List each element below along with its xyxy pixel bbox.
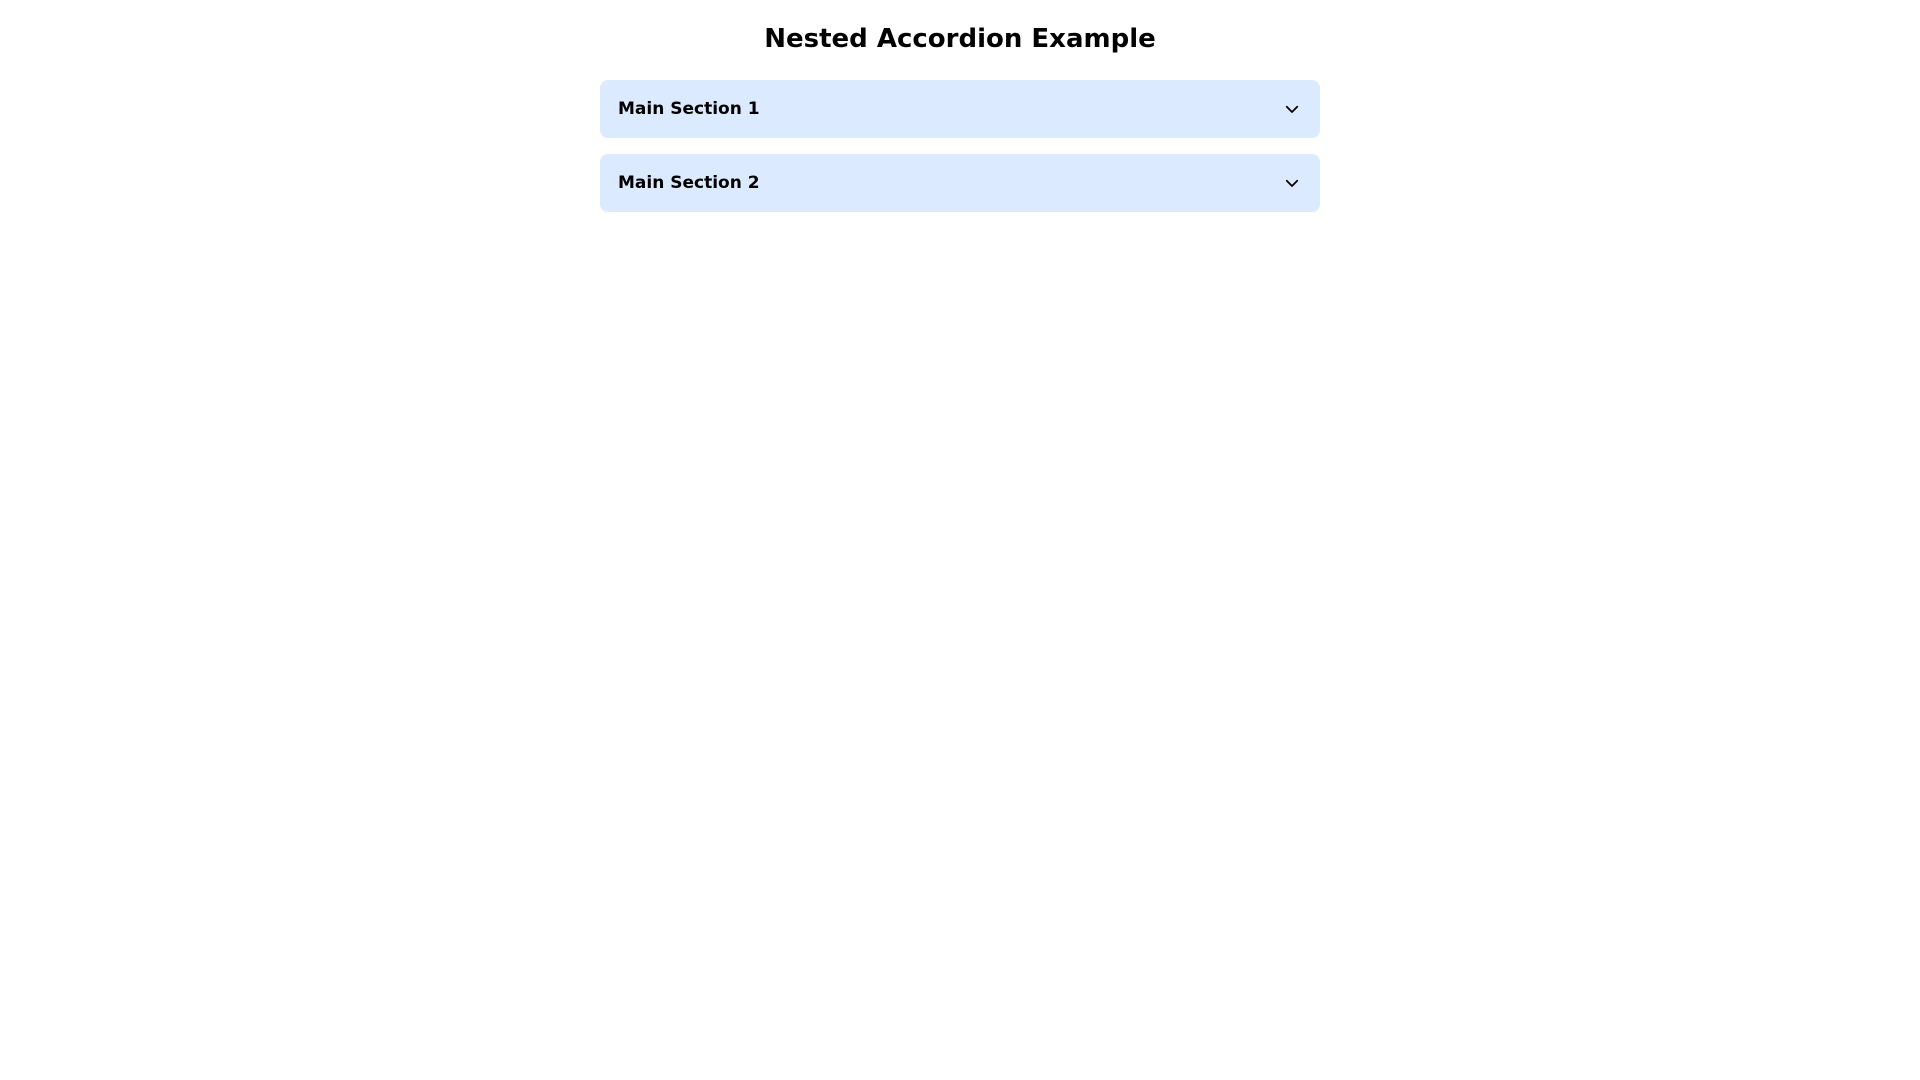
- accordion-label: Main Section 1: [618, 99, 760, 119]
- accordion-label: Main Section 2: [618, 173, 760, 193]
- accordion-header-main-section-2[interactable]: [600, 154, 1320, 212]
- accordion-header-main-section-1[interactable]: [600, 80, 1320, 138]
- page-title: Nested Accordion Example: [764, 24, 1156, 54]
- chevron-down-icon: [1282, 99, 1302, 119]
- accordion: [600, 80, 1320, 228]
- chevron-down-icon: [1282, 173, 1302, 193]
